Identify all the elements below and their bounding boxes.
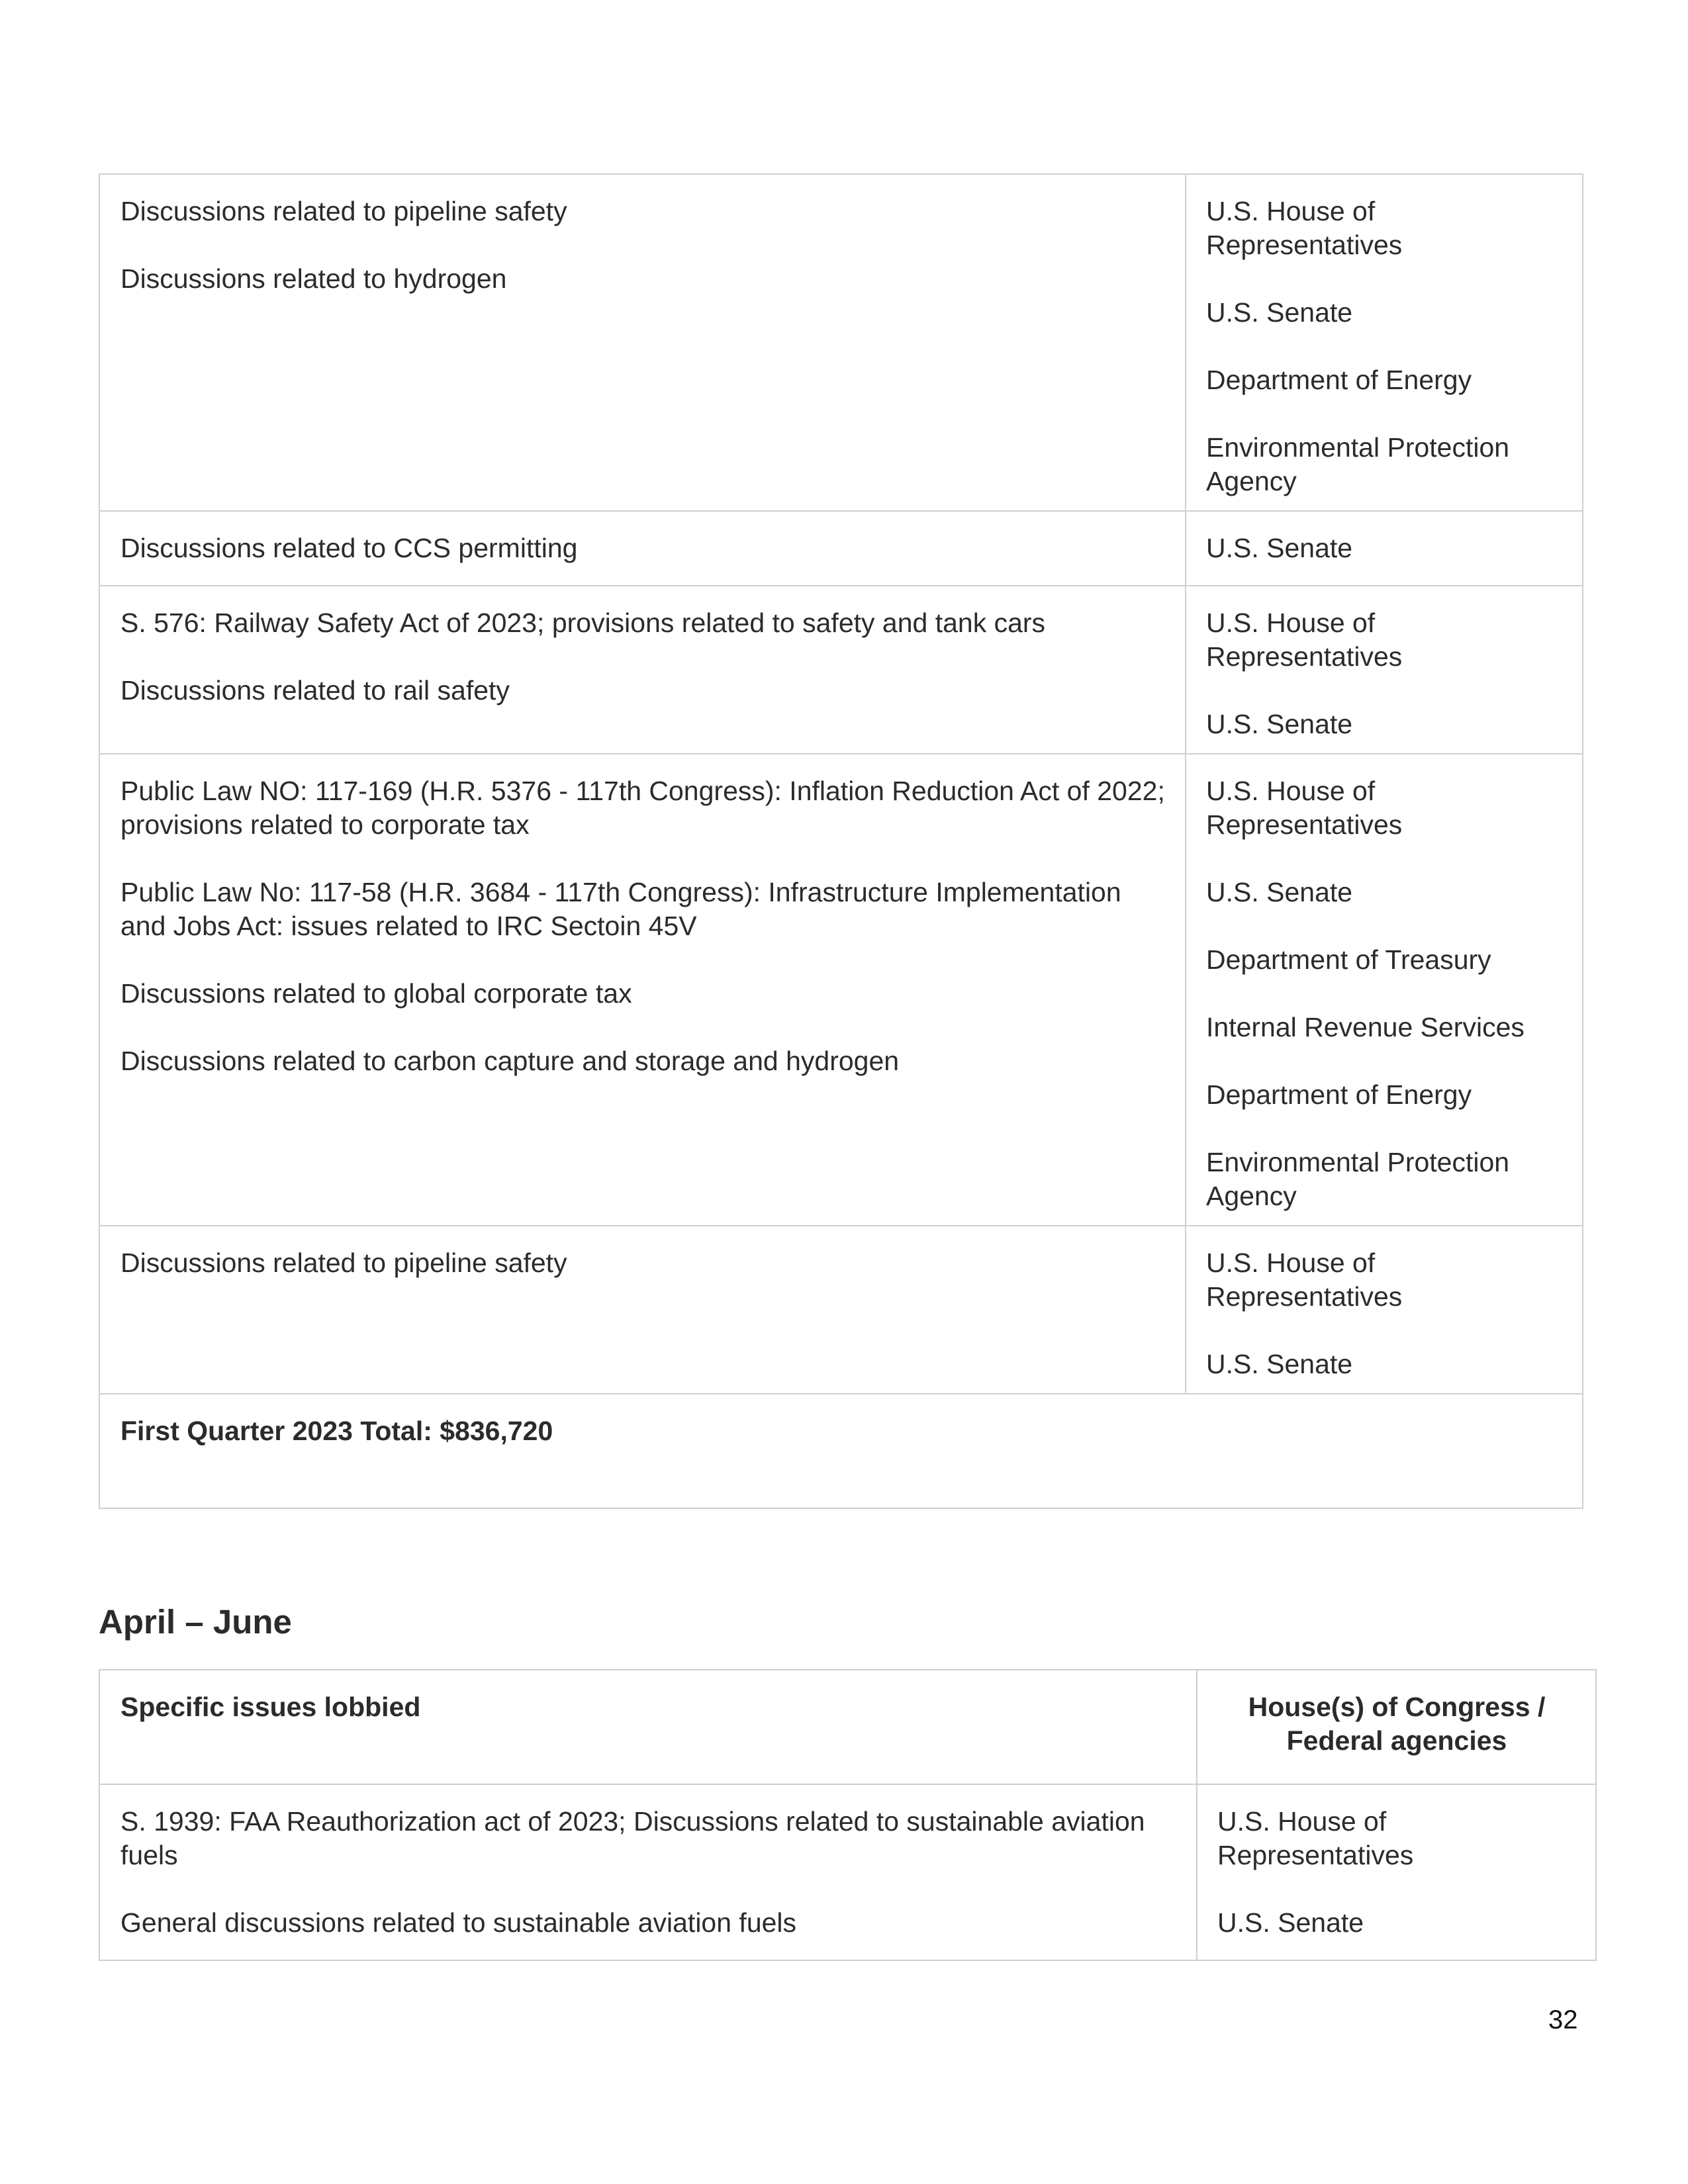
column-header-issues: Specific issues lobbied <box>120 1692 421 1722</box>
agency-item: U.S. Senate <box>1206 877 1353 907</box>
issue-item: Discussions related to hydrogen <box>120 263 507 294</box>
issue-item: Discussions related to pipeline safety <box>120 1248 567 1278</box>
agencies-cell <box>1186 174 1583 511</box>
total-cell <box>99 1394 1583 1508</box>
table-row <box>99 754 1583 1226</box>
issue-item: Discussions related to CCS permitting <box>120 533 578 563</box>
table-row <box>99 511 1583 586</box>
agencies-cell <box>1186 586 1583 754</box>
table-row <box>99 586 1583 754</box>
issues-cell <box>99 1784 1197 1960</box>
issue-item: Discussions related to pipeline safety <box>120 196 567 226</box>
agency-item: U.S. Senate <box>1206 297 1353 328</box>
agency-item: U.S. House of Representatives <box>1206 196 1403 260</box>
agencies-cell <box>1186 1226 1583 1394</box>
header-agencies-cell <box>1197 1670 1596 1784</box>
table-row <box>99 174 1583 511</box>
issue-item: Discussions related to carbon capture and storage and hydrogen <box>120 1046 900 1076</box>
agency-item: Environmental Protection Agency <box>1206 1147 1510 1211</box>
page-number: 32 <box>1548 2005 1578 2034</box>
table-row <box>99 1226 1583 1394</box>
agency-item: U.S. House of Representatives <box>1206 776 1403 840</box>
issue-item: S. 576: Railway Safety Act of 2023; provisions related to safety and tank cars <box>120 608 1046 638</box>
issues-cell <box>99 1226 1186 1394</box>
agency-item: U.S. House of Representatives <box>1206 608 1403 672</box>
agency-item: Environmental Protection Agency <box>1206 432 1510 496</box>
issues-cell <box>99 511 1186 586</box>
agency-item: U.S. Senate <box>1217 1907 1364 1938</box>
agency-item: Department of Energy <box>1206 1079 1472 1110</box>
agencies-cell <box>1186 511 1583 586</box>
header-row <box>99 1670 1596 1784</box>
header-issues-cell <box>99 1670 1197 1784</box>
agency-item: U.S. House of Representatives <box>1206 1248 1403 1312</box>
agencies-cell <box>1186 754 1583 1226</box>
agency-item: U.S. Senate <box>1206 1349 1353 1379</box>
issue-item: Public Law NO: 117-169 (H.R. 5376 - 117th Congress): Inflation Reduction Act of 2022; provisions related to corporate tax <box>120 776 1165 840</box>
agency-item: U.S. Senate <box>1206 533 1353 563</box>
first-quarter-table <box>99 173 1583 1509</box>
issue-item: General discussions related to sustainable aviation fuels <box>120 1907 797 1938</box>
agency-item: U.S. Senate <box>1206 709 1353 739</box>
issue-item: Discussions related to rail safety <box>120 675 510 705</box>
issue-item: S. 1939: FAA Reauthorization act of 2023; Discussions related to sustainable aviation fuels <box>120 1806 1145 1870</box>
agency-item: U.S. House of Representatives <box>1217 1806 1414 1870</box>
total-row <box>99 1394 1583 1508</box>
table-row <box>99 1784 1596 1960</box>
agency-item: Department of Energy <box>1206 365 1472 395</box>
column-header-agencies: House(s) of Congress / Federal agencies <box>1248 1692 1546 1756</box>
agency-item: Internal Revenue Services <box>1206 1012 1524 1042</box>
section-heading: April – June <box>99 1603 292 1641</box>
agencies-cell <box>1197 1784 1596 1960</box>
april-june-table <box>99 1669 1597 1961</box>
issues-cell <box>99 754 1186 1226</box>
quarter-total: First Quarter 2023 Total: $836,720 <box>120 1416 553 1446</box>
issue-item: Discussions related to global corporate tax <box>120 978 632 1009</box>
issues-cell <box>99 586 1186 754</box>
issue-item: Public Law No: 117-58 (H.R. 3684 - 117th Congress): Infrastructure Implementation and Jobs Act: issues related to IRC Sectoin 45V <box>120 877 1121 941</box>
agency-item: Department of Treasury <box>1206 944 1491 975</box>
issues-cell <box>99 174 1186 511</box>
